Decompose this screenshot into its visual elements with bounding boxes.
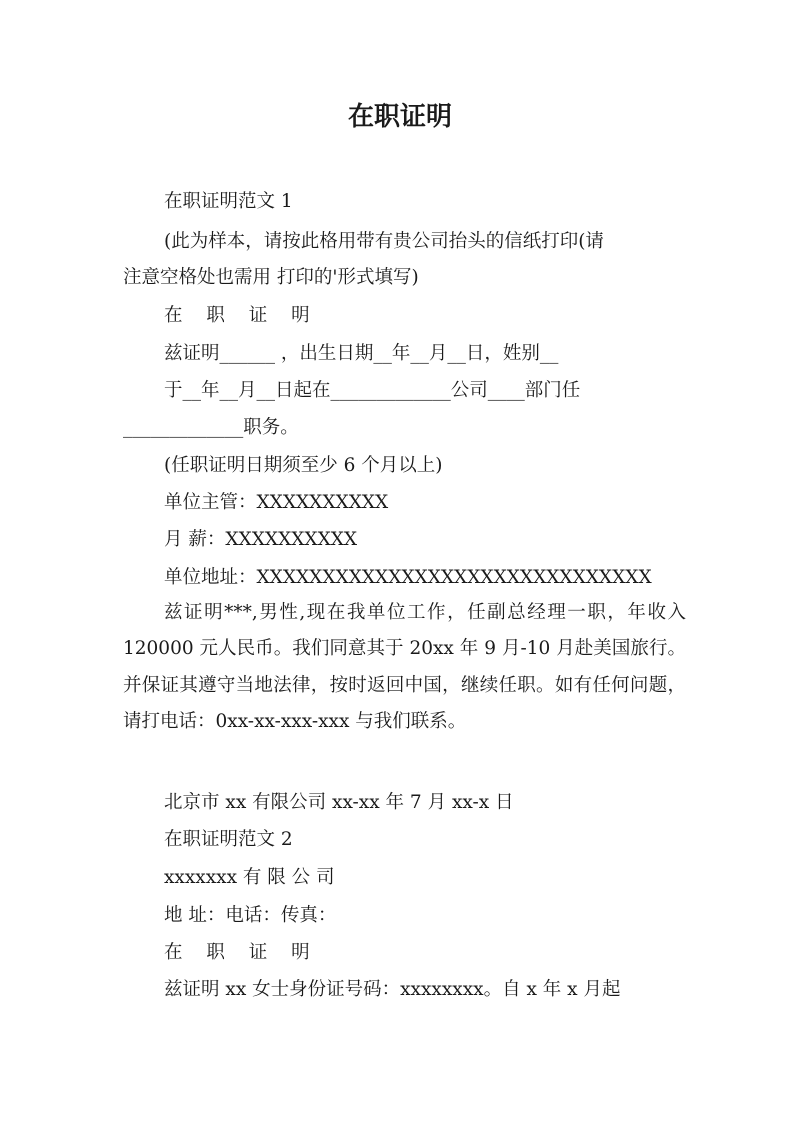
certify-line-2: 于__年__月__日起在_____________公司____部门任: [164, 380, 581, 401]
certify-line-3: _____________职务。: [123, 417, 299, 438]
certify-line-1: 兹证明______ ，出生日期__年__月__日，姓别__: [164, 343, 559, 364]
certify-paragraph: 兹证明***,男性,现在我单位工作，任副总经理一职，年收入 120000 元人民币。我们同意其于 20xx 年 9 月-10 月赴美国旅行。并保证其遵守当地法律，按时返回中国，继续任职。如有任何问题，请打电话：0xx-xx-xxx-xxx 与我们联系。: [123, 602, 686, 733]
document-title: 在职证明: [347, 102, 452, 132]
contact-line: 地 址：电话：传真：: [164, 905, 337, 926]
certificate-heading: 在 职 证 明: [164, 305, 319, 326]
sample-note-line-2: 注意空格处也需用 打印的'形式填写): [123, 267, 419, 288]
address-line: 单位地址：XXXXXXXXXXXXXXXXXXXXXXXXXXXXXX: [164, 567, 652, 588]
certificate-heading-2: 在 职 证 明: [164, 942, 319, 963]
sample-heading-2: 在职证明范文 2: [164, 829, 293, 850]
supervisor-line: 单位主管：XXXXXXXXXX: [164, 492, 389, 513]
sample-heading-1: 在职证明范文 1: [164, 191, 293, 212]
certify-line-4: 兹证明 xx 女士身份证号码：xxxxxxxx。自 x 年 x 月起: [164, 979, 621, 1000]
salary-line: 月 薪：XXXXXXXXXX: [164, 529, 358, 550]
company-name-line: xxxxxxx 有 限 公 司: [164, 867, 335, 888]
company-date-line: 北京市 xx 有限公司 xx-xx 年 7 月 xx-x 日: [164, 792, 514, 813]
duration-note: (任职证明日期须至少 6 个月以上): [164, 455, 443, 476]
sample-note-line-1: (此为样本，请按此格用带有贵公司抬头的信纸打印(请: [164, 231, 604, 252]
